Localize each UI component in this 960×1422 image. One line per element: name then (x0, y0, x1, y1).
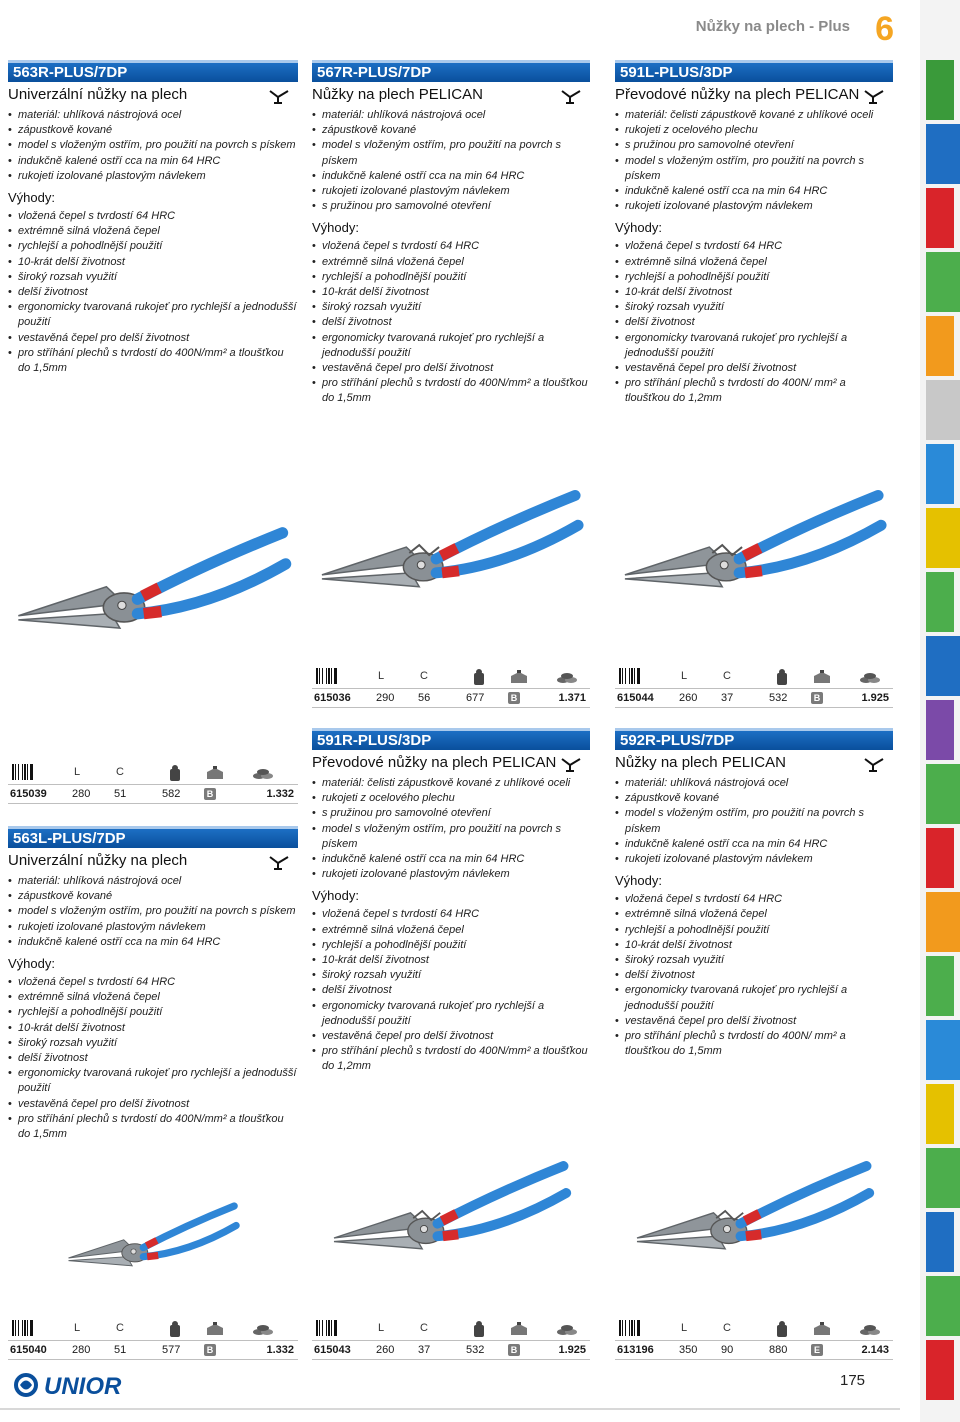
weight-value: 532 (769, 692, 788, 704)
feature-item: • rukojeti izolované plastovým návlekem (615, 199, 893, 214)
spec-header-icons (312, 1318, 590, 1340)
product-image (312, 455, 590, 655)
side-tab (926, 1084, 954, 1144)
side-tab (926, 1148, 960, 1208)
advantage-item: • pro stříhání plechů s tvrdostí do 400N/ mm² a tloušťkou do 1,2mm (615, 376, 893, 406)
price-icon (556, 668, 578, 689)
advantage-item: • 10-krát delší životnost (312, 953, 590, 968)
cut-length-label: C (420, 1322, 428, 1334)
advantage-item: • široký rozsah využití (615, 953, 893, 968)
feature-item: • zápustkově kované (615, 791, 893, 806)
shears-icon (268, 854, 290, 872)
spec-row (8, 784, 298, 804)
length-label: L (681, 670, 688, 682)
page-header (0, 10, 960, 54)
side-tab (926, 572, 954, 632)
feature-item: • rukojeti izolované plastovým návlekem (615, 852, 893, 867)
package-icon (811, 668, 833, 689)
spec-table (615, 666, 893, 710)
package-icon (811, 1320, 833, 1341)
advantage-item: • ergonomicky tvarovaná rukojeť pro rychlejší a jednodušší použití (312, 331, 590, 361)
product-title-text: Univerzální nůžky na plech (8, 852, 188, 869)
cut-value: 37 (721, 692, 734, 704)
advantage-item: • delší životnost (312, 315, 590, 330)
feature-list (615, 776, 893, 867)
spec-row (312, 1340, 590, 1360)
barcode-icon (619, 1320, 645, 1336)
price-icon (556, 1320, 578, 1341)
length-value: 260 (679, 692, 698, 704)
product-panel (8, 60, 298, 376)
product-title (312, 754, 590, 772)
weight-value: 532 (466, 1344, 485, 1356)
shears-icon (268, 88, 290, 106)
advantage-item: • široký rozsah využití (8, 1036, 298, 1051)
cut-value: 51 (114, 1344, 127, 1356)
advantage-item: • pro stříhání plechů s tvrdostí do 400N/mm² a tloušťkou do 1,2mm (312, 1044, 590, 1074)
product-title-text: Nůžky na plech PELICAN (615, 754, 786, 771)
advantages-heading: Výhody: (8, 956, 55, 972)
feature-item: • indukčně kalené ostří cca na min 64 HRC (615, 184, 893, 199)
product-code: 615036 (314, 692, 351, 704)
product-image (8, 1180, 298, 1310)
feature-item: • materiál: uhlíková nástrojová ocel (8, 108, 298, 123)
cut-length-label: C (723, 1322, 731, 1334)
spec-table (312, 1318, 590, 1362)
advantage-item: • rychlejší a pohodlnější použití (312, 270, 590, 285)
price-value: 1.925 (558, 1344, 586, 1356)
feature-item: • s pružinou pro samovolné otevření (312, 199, 590, 214)
length-label: L (378, 1322, 385, 1334)
product-code: 613196 (617, 1344, 654, 1356)
cut-length-label: C (420, 670, 428, 682)
feature-list (615, 108, 893, 214)
advantage-item: • rychlejší a pohodlnější použití (615, 923, 893, 938)
weight-icon (468, 668, 490, 689)
advantage-item: • vložená čepel s tvrdostí 64 HRC (312, 907, 590, 922)
advantage-item: • pro stříhání plechů s tvrdostí do 400N/mm² a tloušťkou do 1,5mm (312, 376, 590, 406)
feature-item: • materiál: uhlíková nástrojová ocel (615, 776, 893, 791)
product-title (312, 86, 590, 104)
cut-value: 90 (721, 1344, 734, 1356)
spec-table (615, 1318, 893, 1362)
advantage-item: • ergonomicky tvarovaná rukojeť pro rychlejší a jednodušší použití (8, 1066, 298, 1096)
shears-icon (560, 88, 582, 106)
advantage-item: • extrémně silná vložená čepel (8, 224, 298, 239)
weight-icon (468, 1320, 490, 1341)
cut-value: 56 (418, 692, 431, 704)
barcode-icon (12, 764, 38, 780)
advantage-item: • rychlejší a pohodlnější použití (312, 938, 590, 953)
side-tab (926, 636, 960, 696)
weight-value: 577 (162, 1344, 181, 1356)
package-badge: B (204, 1344, 216, 1356)
advantage-item: • široký rozsah využití (312, 300, 590, 315)
advantage-item: • široký rozsah využití (8, 270, 298, 285)
feature-item: • s pružinou pro samovolné otevření (615, 138, 893, 153)
spec-header-icons (615, 1318, 893, 1340)
spec-row (615, 688, 893, 708)
shears-icon (863, 88, 885, 106)
spec-row (312, 688, 590, 708)
advantage-item: • delší životnost (312, 983, 590, 998)
length-label: L (378, 670, 385, 682)
price-value: 1.332 (266, 1344, 294, 1356)
price-icon (859, 1320, 881, 1341)
spec-table (8, 762, 298, 806)
price-value: 1.371 (558, 692, 586, 704)
length-value: 350 (679, 1344, 698, 1356)
weight-value: 582 (162, 788, 181, 800)
weight-icon (771, 1320, 793, 1341)
advantage-item: • vestavěná čepel pro delší životnost (615, 1014, 893, 1029)
unior-logo (14, 1370, 154, 1405)
feature-item: • zápustkově kované (8, 889, 298, 904)
advantage-item: • delší životnost (615, 968, 893, 983)
side-tab (926, 892, 960, 952)
feature-item: • indukčně kalené ostří cca na min 64 HRC (615, 837, 893, 852)
spec-row (615, 1340, 893, 1360)
advantage-item: • pro stříhání plechů s tvrdostí do 400N/mm² a tloušťkou do 1,5mm (8, 1112, 298, 1142)
product-image (8, 440, 298, 750)
feature-item: • materiál: čelisti zápustkově kované z uhlíkové oceli (615, 108, 893, 123)
side-tab (926, 700, 954, 760)
spec-header-icons (312, 666, 590, 688)
product-code: 615040 (10, 1344, 47, 1356)
advantage-item: • široký rozsah využití (312, 968, 590, 983)
product-code: 615039 (10, 788, 47, 800)
advantage-item: • vložená čepel s tvrdostí 64 HRC (312, 239, 590, 254)
product-title (615, 754, 893, 772)
feature-item: • s pružinou pro samovolné otevření (312, 806, 590, 821)
advantage-item: • delší životnost (8, 285, 298, 300)
weight-icon (771, 668, 793, 689)
weight-icon (164, 1320, 186, 1341)
advantage-item: • delší životnost (615, 315, 893, 330)
feature-list (312, 108, 590, 214)
feature-item: • rukojeti izolované plastovým návlekem (312, 184, 590, 199)
advantage-item: • vložená čepel s tvrdostí 64 HRC (615, 892, 893, 907)
advantage-item: • rychlejší a pohodlnější použití (8, 1005, 298, 1020)
feature-list (8, 874, 298, 950)
product-code-bar: 563L-PLUS/7DP (8, 826, 298, 848)
advantage-item: • extrémně silná vložená čepel (8, 990, 298, 1005)
advantage-item: • pro stříhání plechů s tvrdostí do 400N/ mm² a tloušťkou do 1,5mm (615, 1029, 893, 1059)
feature-item: • rukojeti z ocelového plechu (312, 791, 590, 806)
product-image (312, 1130, 590, 1310)
advantage-item: • vložená čepel s tvrdostí 64 HRC (615, 239, 893, 254)
feature-item: • materiál: čelisti zápustkově kované z uhlíkové oceli (312, 776, 590, 791)
price-value: 1.925 (861, 692, 889, 704)
section-title: Nůžky na plech - Plus (695, 18, 850, 35)
package-icon (508, 1320, 530, 1341)
advantages-list (312, 907, 590, 1074)
feature-item: • model s vloženým ostřím, pro použití na povrch s pískem (312, 822, 590, 852)
price-icon (252, 1320, 274, 1341)
cut-length-label: C (116, 1322, 124, 1334)
advantage-item: • široký rozsah využití (615, 300, 893, 315)
advantage-item: • 10-krát delší životnost (8, 1021, 298, 1036)
product-code-bar: 592R-PLUS/7DP (615, 728, 893, 750)
feature-item: • rukojeti z ocelového plechu (615, 123, 893, 138)
advantage-item: • extrémně silná vložená čepel (312, 255, 590, 270)
product-code-bar: 591L-PLUS/3DP (615, 60, 893, 82)
package-icon (204, 764, 226, 785)
length-label: L (681, 1322, 688, 1334)
barcode-icon (316, 668, 342, 684)
advantage-item: • vložená čepel s tvrdostí 64 HRC (8, 975, 298, 990)
length-value: 280 (72, 1344, 91, 1356)
spec-table (312, 666, 590, 710)
product-title (8, 852, 298, 870)
feature-item: • indukčně kalené ostří cca na min 64 HRC (312, 169, 590, 184)
advantage-item: • extrémně silná vložená čepel (312, 923, 590, 938)
product-panel (615, 60, 893, 407)
cut-value: 37 (418, 1344, 431, 1356)
weight-value: 880 (769, 1344, 788, 1356)
product-panel (312, 60, 590, 407)
side-tab (926, 252, 960, 312)
feature-list (8, 108, 298, 184)
product-code-bar: 563R-PLUS/7DP (8, 60, 298, 82)
spec-header-icons (8, 762, 298, 784)
product-code: 615044 (617, 692, 654, 704)
product-image (615, 455, 893, 655)
advantage-item: • ergonomicky tvarovaná rukojeť pro rychlejší a jednodušší použití (312, 999, 590, 1029)
product-panel (615, 728, 893, 1059)
product-title-text: Převodové nůžky na plech PELICAN (615, 86, 860, 103)
page-number: 175 (840, 1372, 866, 1389)
advantage-item: • rychlejší a pohodlnější použití (615, 270, 893, 285)
feature-item: • model s vloženým ostřím, pro použití na povrch s pískem (8, 904, 298, 919)
feature-item: • indukčně kalené ostří cca na min 64 HRC (8, 154, 298, 169)
advantages-list (615, 239, 893, 406)
product-image (615, 1130, 893, 1310)
advantage-item: • vložená čepel s tvrdostí 64 HRC (8, 209, 298, 224)
product-title (8, 86, 298, 104)
side-tab (926, 444, 954, 504)
chapter-number: 6 (875, 10, 894, 48)
side-tab (926, 1212, 954, 1272)
feature-item: • model s vloženým ostřím, pro použití na povrch s pískem (615, 154, 893, 184)
advantage-item: • ergonomicky tvarovaná rukojeť pro rychlejší a jednodušší použití (8, 300, 298, 330)
feature-list (312, 776, 590, 882)
price-icon (859, 668, 881, 689)
feature-item: • rukojeti izolované plastovým návlekem (312, 867, 590, 882)
advantages-heading: Výhody: (312, 220, 359, 236)
feature-item: • indukčně kalené ostří cca na min 64 HRC (312, 852, 590, 867)
advantage-item: • ergonomicky tvarovaná rukojeť pro rychlejší a jednodušší použití (615, 983, 893, 1013)
spec-table (8, 1318, 298, 1362)
side-tab (926, 380, 960, 440)
spec-header-icons (8, 1318, 298, 1340)
advantage-item: • 10-krát delší životnost (312, 285, 590, 300)
product-code-bar: 567R-PLUS/7DP (312, 60, 590, 82)
advantage-item: • 10-krát delší životnost (615, 938, 893, 953)
advantage-item: • vestavěná čepel pro delší životnost (312, 361, 590, 376)
package-badge: B (204, 788, 216, 800)
side-tab (926, 188, 954, 248)
package-icon (508, 668, 530, 689)
product-code: 615043 (314, 1344, 351, 1356)
advantage-item: • 10-krát delší životnost (8, 255, 298, 270)
side-tab (926, 1276, 960, 1336)
footer-divider (0, 1408, 900, 1410)
feature-item: • model s vloženým ostřím, pro použití na povrch s pískem (312, 138, 590, 168)
shears-icon (863, 756, 885, 774)
advantage-item: • ergonomicky tvarovaná rukojeť pro rychlejší a jednodušší použití (615, 331, 893, 361)
spec-row (8, 1340, 298, 1360)
side-tab (926, 1340, 954, 1400)
advantages-list (312, 239, 590, 406)
advantage-item: • vestavěná čepel pro delší životnost (312, 1029, 590, 1044)
advantage-item: • extrémně silná vložená čepel (615, 907, 893, 922)
advantages-heading: Výhody: (312, 888, 359, 904)
barcode-icon (12, 1320, 38, 1336)
brand-name: UNIOR (44, 1373, 122, 1400)
feature-item: • zápustkově kované (312, 123, 590, 138)
feature-item: • rukojeti izolované plastovým návlekem (8, 920, 298, 935)
feature-item: • materiál: uhlíková nástrojová ocel (312, 108, 590, 123)
advantage-item: • vestavěná čepel pro delší životnost (615, 361, 893, 376)
length-value: 290 (376, 692, 395, 704)
feature-item: • indukčně kalené ostří cca na min 64 HRC (8, 935, 298, 950)
advantage-item: • extrémně silná vložená čepel (615, 255, 893, 270)
feature-item: • rukojeti izolované plastovým návlekem (8, 169, 298, 184)
feature-item: • model s vloženým ostřím, pro použití na povrch s pískem (615, 806, 893, 836)
advantages-heading: Výhody: (615, 873, 662, 889)
advantage-item: • delší životnost (8, 1051, 298, 1066)
package-icon (204, 1320, 226, 1341)
side-tab (926, 1020, 960, 1080)
price-value: 1.332 (266, 788, 294, 800)
product-panel (8, 826, 298, 1142)
feature-item: • model s vloženým ostřím, pro použití na povrch s pískem (8, 138, 298, 153)
product-title-text: Nůžky na plech PELICAN (312, 86, 483, 103)
advantage-item: • pro stříhání plechů s tvrdostí do 400N/mm² a tloušťkou do 1,5mm (8, 346, 298, 376)
side-tab (926, 828, 954, 888)
feature-item: • zápustkově kované (8, 123, 298, 138)
weight-value: 677 (466, 692, 485, 704)
side-tab (926, 316, 954, 376)
spec-header-icons (615, 666, 893, 688)
advantages-list (615, 892, 893, 1059)
side-tab (926, 956, 954, 1016)
feature-item: • materiál: uhlíková nástrojová ocel (8, 874, 298, 889)
product-panel (312, 728, 590, 1075)
barcode-icon (316, 1320, 342, 1336)
product-title-text: Převodové nůžky na plech PELICAN (312, 754, 557, 771)
advantages-list (8, 209, 298, 376)
cut-value: 51 (114, 788, 127, 800)
advantage-item: • rychlejší a pohodlnější použití (8, 239, 298, 254)
advantages-heading: Výhody: (8, 190, 55, 206)
cut-length-label: C (723, 670, 731, 682)
length-label: L (74, 766, 81, 778)
advantage-item: • 10-krát delší životnost (615, 285, 893, 300)
advantages-list (8, 975, 298, 1142)
side-tab (926, 508, 960, 568)
length-value: 260 (376, 1344, 395, 1356)
package-badge: B (811, 692, 823, 704)
package-badge: E (811, 1344, 823, 1356)
weight-icon (164, 764, 186, 785)
price-icon (252, 764, 274, 785)
price-value: 2.143 (861, 1344, 889, 1356)
cut-length-label: C (116, 766, 124, 778)
shears-icon (560, 756, 582, 774)
length-label: L (74, 1322, 81, 1334)
side-tab (926, 124, 960, 184)
package-badge: B (508, 1344, 520, 1356)
side-tab (926, 764, 960, 824)
barcode-icon (619, 668, 645, 684)
side-color-tabs (920, 0, 960, 1422)
product-code-bar: 591R-PLUS/3DP (312, 728, 590, 750)
side-tab (926, 60, 954, 120)
advantage-item: • vestavěná čepel pro delší životnost (8, 1097, 298, 1112)
package-badge: B (508, 692, 520, 704)
product-title (615, 86, 893, 104)
length-value: 280 (72, 788, 91, 800)
product-title-text: Univerzální nůžky na plech (8, 86, 188, 103)
advantage-item: • vestavěná čepel pro delší životnost (8, 331, 298, 346)
advantages-heading: Výhody: (615, 220, 662, 236)
